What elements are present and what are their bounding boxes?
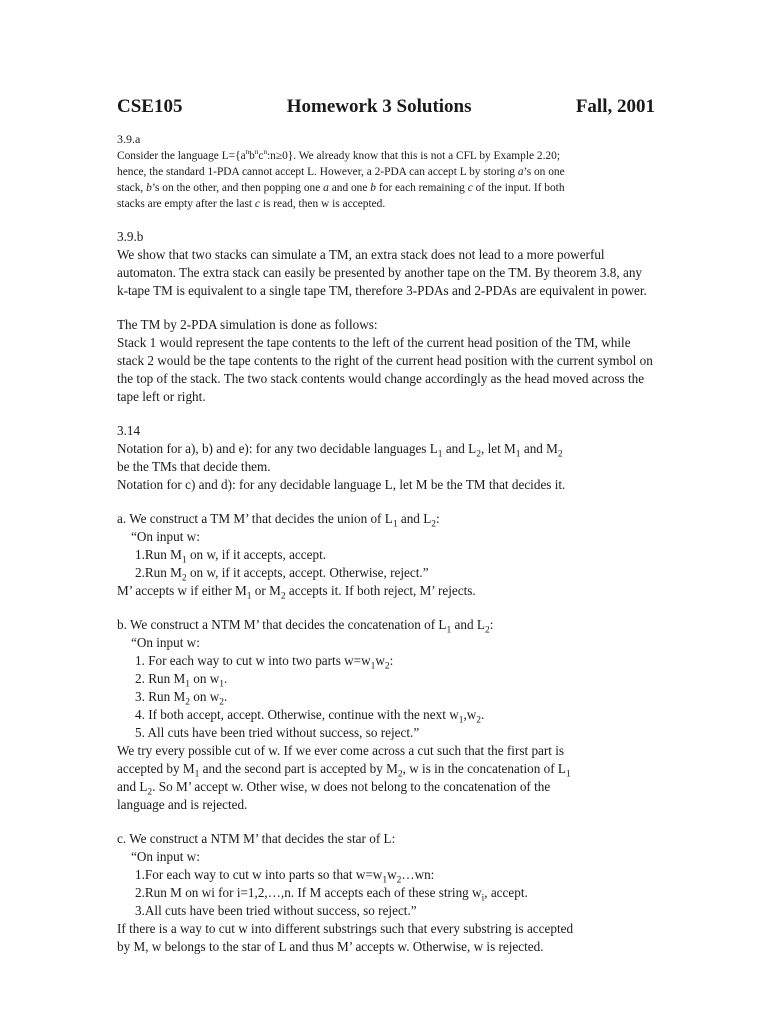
part-a-step1: 1.Run $M_1$ on w, if it accepts, accept. bbox=[135, 547, 327, 566]
part-b-conclusion: We try every possible cut of w. If we ever come across a cut such that the first part is accepted by $M_1$ and the second part is accepted by $M_2$, w is in the concatenation of $L_1$ and $L_2$. So M’ accept w. Other wise, w does not belong to the concatenation of the language and is rejected. bbox=[117, 743, 571, 812]
part-a-on-input: “On input w: bbox=[131, 529, 200, 544]
part-b-intro: b. We construct a NTM M’ that decides the concatenation of $L_1$ and $L_2$: bbox=[117, 617, 494, 636]
document-title: Homework 3 Solutions bbox=[286, 96, 472, 117]
section-3-14 bbox=[117, 422, 655, 494]
part-a bbox=[117, 510, 655, 600]
course-code: CSE105 bbox=[117, 96, 183, 117]
document-header bbox=[117, 96, 655, 118]
notation-line2: be the TMs that decide them. bbox=[117, 459, 271, 474]
part-b-on-input: “On input w: bbox=[131, 635, 200, 650]
document-page bbox=[117, 96, 655, 956]
notation-line1: Notation for a), b) and e): for any two decidable languages $L_1$ and $L_2$, let $M_1$ and $M_2$ bbox=[117, 441, 563, 460]
s39b-para3: Stack 1 would represent the tape contents to the left of the current head position of the TM, while stack 2 would be the tape contents to the right of the current head position with the current symbol on the top of the stack. The two stack contents would change accordingly as the head moved across the tape left or right. bbox=[117, 335, 653, 404]
part-c-step2: 2.Run M on wi for i=1,2,…,n. If M accepts each of these string $w_i$, accept. bbox=[135, 885, 528, 904]
section-3-9-a-label: 3.9.a bbox=[117, 132, 141, 146]
section-3-9-a-text bbox=[117, 148, 655, 212]
part-b-step3: 3. Run $M_2$ on $w_2$. bbox=[135, 689, 228, 708]
part-b-step5: 5. All cuts have been tried without success, so reject.” bbox=[135, 725, 420, 740]
part-b-step4: 4. If both accept, accept. Otherwise, continue with the next $w_1,w_2$. bbox=[135, 707, 485, 726]
part-c-on-input: “On input w: bbox=[131, 849, 200, 864]
term: Fall, 2001 bbox=[575, 96, 655, 117]
part-b-step1: 1. For each way to cut w into two parts $w=w_1w_2$: bbox=[135, 653, 394, 672]
part-a-intro: a. We construct a TM M’ that decides the union of $L_1$ and $L_2$: bbox=[117, 511, 440, 530]
part-a-step2: 2.Run $M_2$ on w, if it accepts, accept. Otherwise, reject.” bbox=[135, 565, 429, 584]
s39a-line4: stacks are empty after the last c is read, then w is accepted. bbox=[117, 198, 386, 210]
s39a-line1: Consider the language $L=\{a^nb^nc^n:n\ge 0\}$. We already know that this is not a CFL by Example 2.20; bbox=[117, 148, 560, 162]
s39b-para1: We show that two stacks can simulate a TM, an extra stack does not lead to a more powerful automaton. The extra stack can easily be presented by another tape on the TM. By theorem 3.8, any k-tape TM is equivalent to a single tape TM, therefore 3-PDAs and 2-PDAs are equivalent in power. bbox=[117, 247, 647, 298]
part-c-step1: 1.For each way to cut w into parts so that $w=w_1w_2\dots wn$: bbox=[135, 867, 435, 886]
part-b-step2: 2. Run $M_1$ on $w_1$. bbox=[135, 671, 228, 690]
part-c-conclusion: If there is a way to cut w into different substrings such that every substring is accepted by M, w belongs to the star of L and thus M’ accepts w. Otherwise, w is rejected. bbox=[117, 921, 574, 954]
language-set: $a^nb^nc^n:n\ge 0$ bbox=[240, 148, 288, 162]
section-3-14-label: 3.14 bbox=[117, 423, 141, 438]
s39a-line2: hence, the standard 1-PDA cannot accept L. However, a 2-PDA can accept L by storing a’s on one bbox=[117, 166, 565, 178]
part-c bbox=[117, 830, 655, 956]
part-b bbox=[117, 616, 655, 814]
section-3-9-b bbox=[117, 228, 655, 406]
section-3-9-b-label: 3.9.b bbox=[117, 229, 144, 244]
s39b-para2: The TM by 2-PDA simulation is done as follows: bbox=[117, 317, 378, 332]
part-a-conclusion: M’ accepts w if either $M_1$ or $M_2$ accepts it. If both reject, M’ rejects. bbox=[117, 583, 476, 602]
part-c-step3: 3.All cuts have been tried without success, so reject.” bbox=[135, 903, 417, 918]
s39a-line3: stack, b’s on the other, and then popping one a and one b for each remaining c of the input. If both bbox=[117, 182, 565, 194]
notation-line3: Notation for c) and d): for any decidable language L, let M be the TM that decides it. bbox=[117, 477, 566, 492]
part-c-intro: c. We construct a NTM M’ that decides the star of L: bbox=[117, 831, 396, 846]
